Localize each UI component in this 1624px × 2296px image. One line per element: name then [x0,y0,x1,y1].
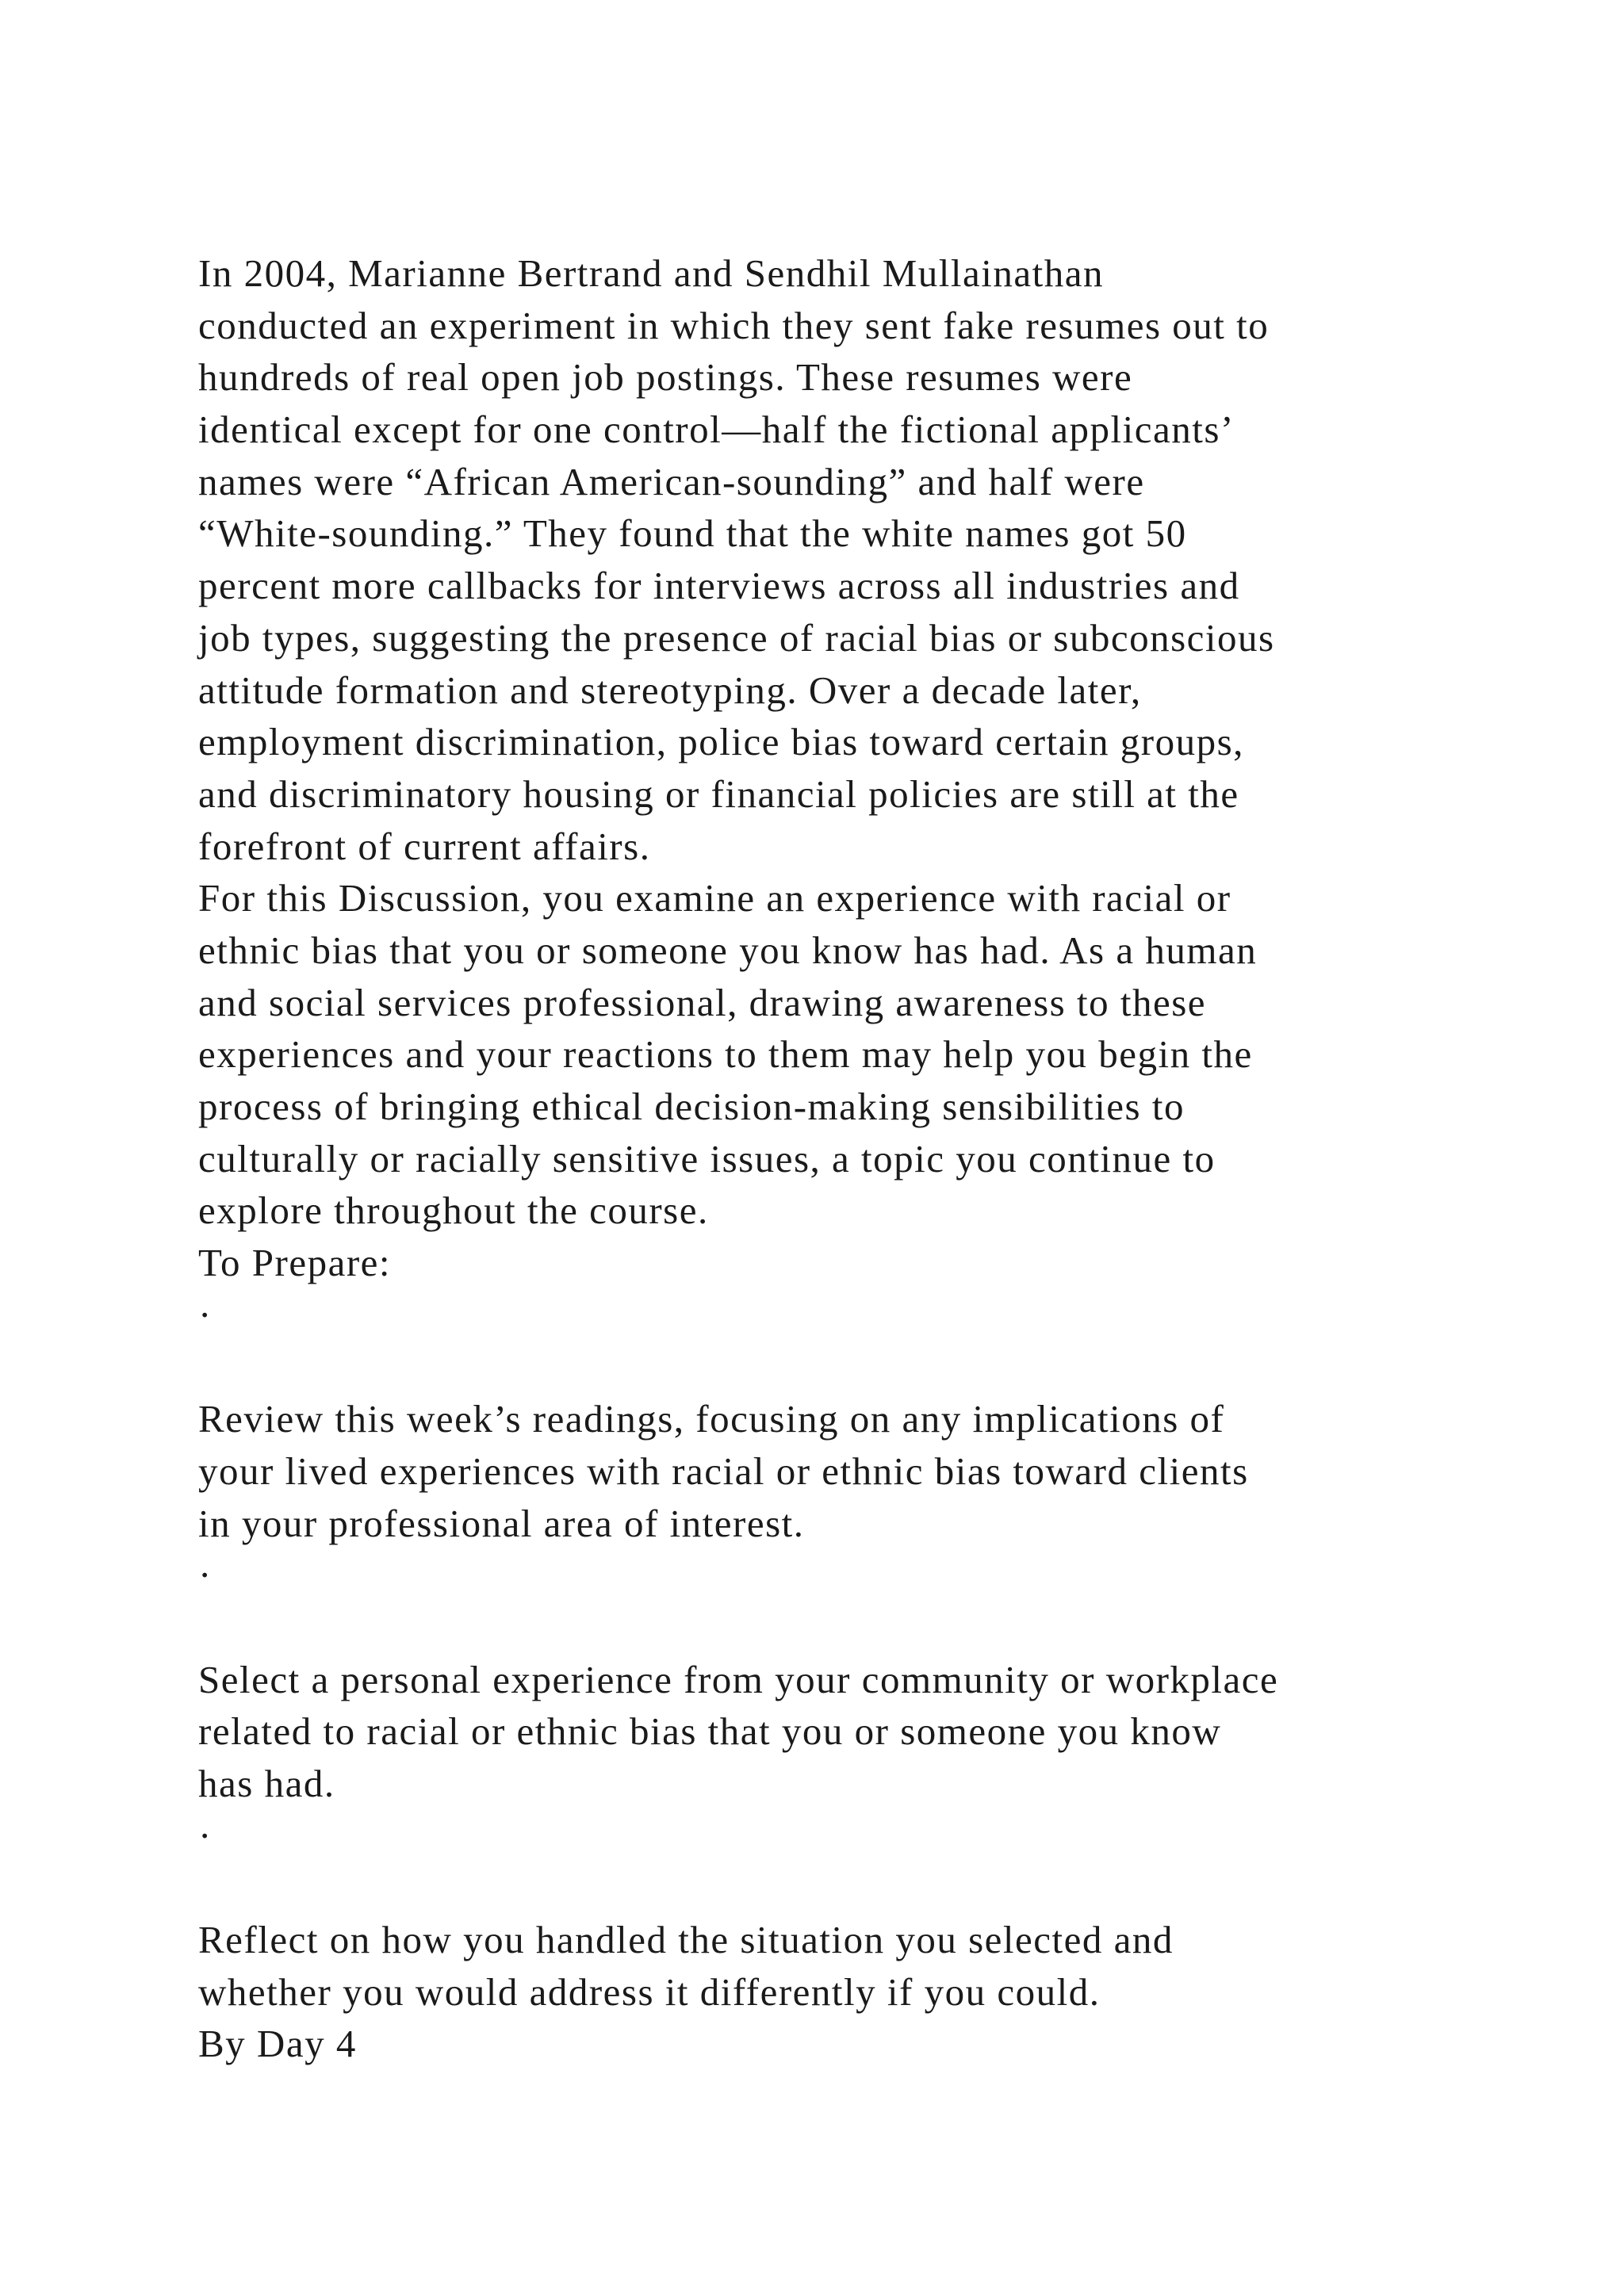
text-line: culturally or racially sensitive issues, a topic you continue to [198,1136,1216,1181]
text-line: whether you would address it differently if you could. [198,1969,1101,2014]
text-line: and social services professional, drawing awareness to these [198,980,1207,1024]
text-line: conducted an experiment in which they sent fake resumes out to [198,303,1270,347]
prepare-heading: To Prepare: [198,1241,392,1285]
bullet-marker: · [198,1292,213,1337]
text-line: has had. [198,1761,335,1805]
text-line: process of bringing ethical decision-making sensibilities to [198,1085,1185,1128]
text-line: job types, suggesting the presence of racial bias or subconscious [198,615,1275,660]
day-heading: By Day 4 [198,2022,357,2066]
text-line: percent more callbacks for interviews across all industries and [198,564,1240,608]
bullet-item-3 [198,1810,1530,2019]
intro-paragraph [198,247,1530,872]
spacer [198,1601,1530,1654]
text-line: names were “African American-sounding” and half were [198,459,1145,503]
bullet-marker: · [198,1813,213,1858]
discussion-paragraph [198,872,1530,1237]
text-line: related to racial or ethnic bias that you or someone you know [198,1709,1222,1754]
spacer [198,1341,1530,1393]
bullet-item-1 [198,1289,1530,1549]
text-line: Review this week’s readings, focusing on any implications of [198,1397,1225,1441]
text-line: and discriminatory housing or financial policies are still at the [198,771,1239,816]
text-line: Reflect on how you handled the situation you selected and [198,1918,1174,1961]
text-line: hundreds of real open job postings. These resumes were [198,355,1133,400]
spacer [198,1862,1530,1914]
text-line: employment discrimination, police bias toward certain groups, [198,720,1244,764]
document-body [198,247,1530,2070]
text-line: For this Discussion, you examine an experience with racial or [198,876,1231,920]
text-line: Select a personal experience from your community or workplace [198,1657,1279,1701]
text-line: experiences and your reactions to them may help you begin the [198,1032,1253,1077]
bullet-item-2 [198,1549,1530,1809]
text-line: “White-sounding.” They found that the white names got 50 [198,511,1187,556]
bullet-marker: · [198,1553,213,1598]
text-line: in your professional area of interest. [198,1501,805,1545]
text-line: identical except for one control—half the fictional applicants’ [198,408,1235,452]
text-line: In 2004, Marianne Bertrand and Sendhil Mullainathan [198,251,1104,295]
text-line: ethnic bias that you or someone you know has had. As a human [198,928,1258,972]
text-line: forefront of current affairs. [198,824,651,868]
text-line: attitude formation and stereotyping. Over a decade later, [198,668,1142,712]
text-line: explore throughout the course. [198,1188,709,1233]
text-line: your lived experiences with racial or ethnic bias toward clients [198,1448,1249,1493]
